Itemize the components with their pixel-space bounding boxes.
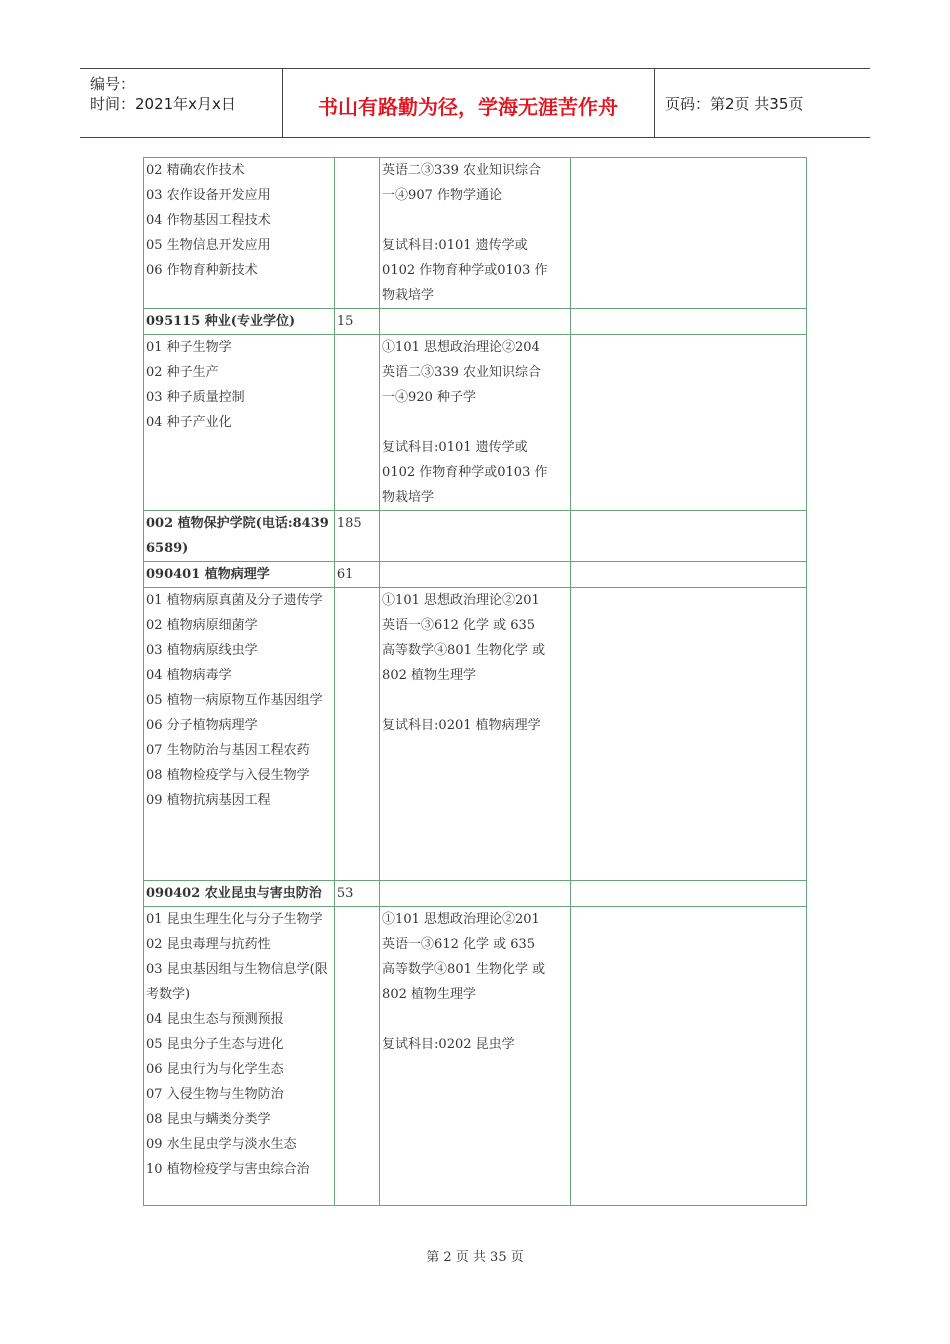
direction-item: 02 精确农作技术 — [146, 163, 245, 178]
remarks-cell — [570, 907, 806, 1206]
remarks-cell — [570, 562, 806, 588]
exam-line: 高等数学④801 生物化学 或 — [382, 962, 546, 977]
direction-item: 01 种子生物学 — [146, 340, 232, 355]
direction-item: 01 昆虫生理生化与分子生物学 — [146, 912, 323, 927]
direction-item: 04 种子产业化 — [146, 415, 232, 430]
spacer — [382, 1007, 568, 1032]
exam-subjects-cell — [380, 335, 571, 511]
enrollment-count: 185 — [334, 511, 379, 562]
direction-item: 03 植物病原线虫学 — [146, 643, 258, 658]
count-cell — [334, 335, 379, 511]
exam-subjects-cell — [380, 907, 571, 1206]
direction-item: 09 植物抗病基因工程 — [146, 793, 271, 808]
exam-line: 英语二③339 农业知识综合 — [382, 163, 541, 178]
direction-item: 05 昆虫分子生态与进化 — [146, 1037, 284, 1052]
directions-cell — [144, 158, 335, 309]
direction-item: 03 农作设备开发应用 — [146, 188, 271, 203]
exam-line: 0102 作物育种学或0103 作 — [382, 263, 548, 278]
page-header — [80, 68, 870, 138]
exam-line: 802 植物生理学 — [382, 987, 476, 1002]
directions-cell — [144, 588, 335, 881]
enrollment-count: 53 — [334, 881, 379, 907]
page-footer: 第 2 页 共 35 页 — [426, 1250, 524, 1265]
direction-item: 06 作物育种新技术 — [146, 263, 258, 278]
header-motto: 书山有路勤为径，学海无涯苦作舟 — [318, 95, 618, 119]
direction-item: 09 水生昆虫学与淡水生态 — [146, 1137, 297, 1152]
table-row — [144, 158, 807, 309]
remarks-cell — [570, 881, 806, 907]
exam-line: 0102 作物育种学或0103 作 — [382, 465, 548, 480]
exam-line: 物栽培学 — [382, 490, 435, 505]
exam-subjects-cell — [380, 309, 571, 335]
remarks-cell — [570, 309, 806, 335]
exam-subjects-cell — [380, 881, 571, 907]
direction-item: 05 生物信息开发应用 — [146, 238, 271, 253]
major-code-cell: 090401 植物病理学 — [144, 562, 335, 588]
exam-line: 复试科目:0101 遗传学或 — [382, 440, 528, 455]
admissions-table — [143, 157, 807, 1206]
header-page-info: 页码：第2页 共35页 — [665, 95, 804, 113]
department-name: 002 植物保护学院(电话:84396589) — [144, 511, 335, 562]
spacer — [382, 410, 568, 435]
header-meta-cell — [80, 69, 283, 137]
exam-subjects-cell — [380, 562, 571, 588]
direction-item: 02 昆虫毒理与抗药性 — [146, 937, 271, 952]
exam-line: 复试科目:0101 遗传学或 — [382, 238, 528, 253]
count-cell — [334, 907, 379, 1206]
directions-cell — [144, 907, 335, 1206]
exam-subjects-cell — [380, 511, 571, 562]
direction-item: 07 入侵生物与生物防治 — [146, 1087, 284, 1102]
spacer — [382, 208, 568, 233]
table-row — [144, 588, 807, 881]
count-cell — [334, 158, 379, 309]
exam-line: 英语一③612 化学 或 635 — [382, 937, 536, 952]
exam-line: 高等数学④801 生物化学 或 — [382, 643, 546, 658]
exam-line: ①101 思想政治理论②201 — [382, 593, 540, 608]
exam-line: ①101 思想政治理论②204 — [382, 340, 540, 355]
major-code-cell: 095115 种业(专业学位) — [144, 309, 335, 335]
exam-line: 一④920 种子学 — [382, 390, 476, 405]
direction-item: 07 生物防治与基因工程农药 — [146, 743, 310, 758]
enrollment-count: 15 — [334, 309, 379, 335]
header-page-cell — [655, 69, 870, 137]
remarks-cell — [570, 158, 806, 309]
direction-item: 02 植物病原细菌学 — [146, 618, 258, 633]
exam-line: ①101 思想政治理论②201 — [382, 912, 540, 927]
remarks-cell — [570, 588, 806, 881]
exam-line: 英语二③339 农业知识综合 — [382, 365, 541, 380]
table-row — [144, 335, 807, 511]
exam-line: 英语一③612 化学 或 635 — [382, 618, 536, 633]
direction-item: 05 植物一病原物互作基因组学 — [146, 693, 323, 708]
spacer — [382, 688, 568, 713]
enrollment-count: 61 — [334, 562, 379, 588]
count-cell — [334, 588, 379, 881]
table-row — [144, 511, 807, 562]
exam-line: 复试科目:0201 植物病理学 — [382, 718, 541, 733]
direction-item: 06 分子植物病理学 — [146, 718, 258, 733]
table-row — [144, 309, 807, 335]
header-motto-cell — [282, 69, 655, 137]
direction-item: 03 种子质量控制 — [146, 390, 245, 405]
exam-subjects-cell — [380, 158, 571, 309]
direction-item: 01 植物病原真菌及分子遗传学 — [146, 593, 323, 608]
direction-item: 02 种子生产 — [146, 365, 219, 380]
table-row — [144, 907, 807, 1206]
exam-line: 物栽培学 — [382, 288, 435, 303]
direction-item: 10 植物检疫学与害虫综合治 — [146, 1162, 310, 1177]
direction-item: 04 昆虫生态与预测预报 — [146, 1012, 284, 1027]
table-row — [144, 562, 807, 588]
exam-line: 一④907 作物学通论 — [382, 188, 502, 203]
exam-line: 复试科目:0202 昆虫学 — [382, 1037, 515, 1052]
major-code-cell: 090402 农业昆虫与害虫防治 — [144, 881, 335, 907]
exam-line: 802 植物生理学 — [382, 668, 476, 683]
directions-cell — [144, 335, 335, 511]
direction-item: 03 昆虫基因组与生物信息学(限考数学) — [146, 962, 328, 1002]
direction-item: 08 昆虫与螨类分类学 — [146, 1112, 271, 1127]
document-date-label: 时间：2021年x月x日 — [90, 95, 236, 113]
direction-item: 06 昆虫行为与化学生态 — [146, 1062, 284, 1077]
remarks-cell — [570, 335, 806, 511]
table-row — [144, 881, 807, 907]
exam-subjects-cell — [380, 588, 571, 881]
direction-item: 04 作物基因工程技术 — [146, 213, 271, 228]
remarks-cell — [570, 511, 806, 562]
document-number-label: 编号： — [90, 75, 136, 93]
direction-item: 08 植物检疫学与入侵生物学 — [146, 768, 310, 783]
direction-item: 04 植物病毒学 — [146, 668, 232, 683]
